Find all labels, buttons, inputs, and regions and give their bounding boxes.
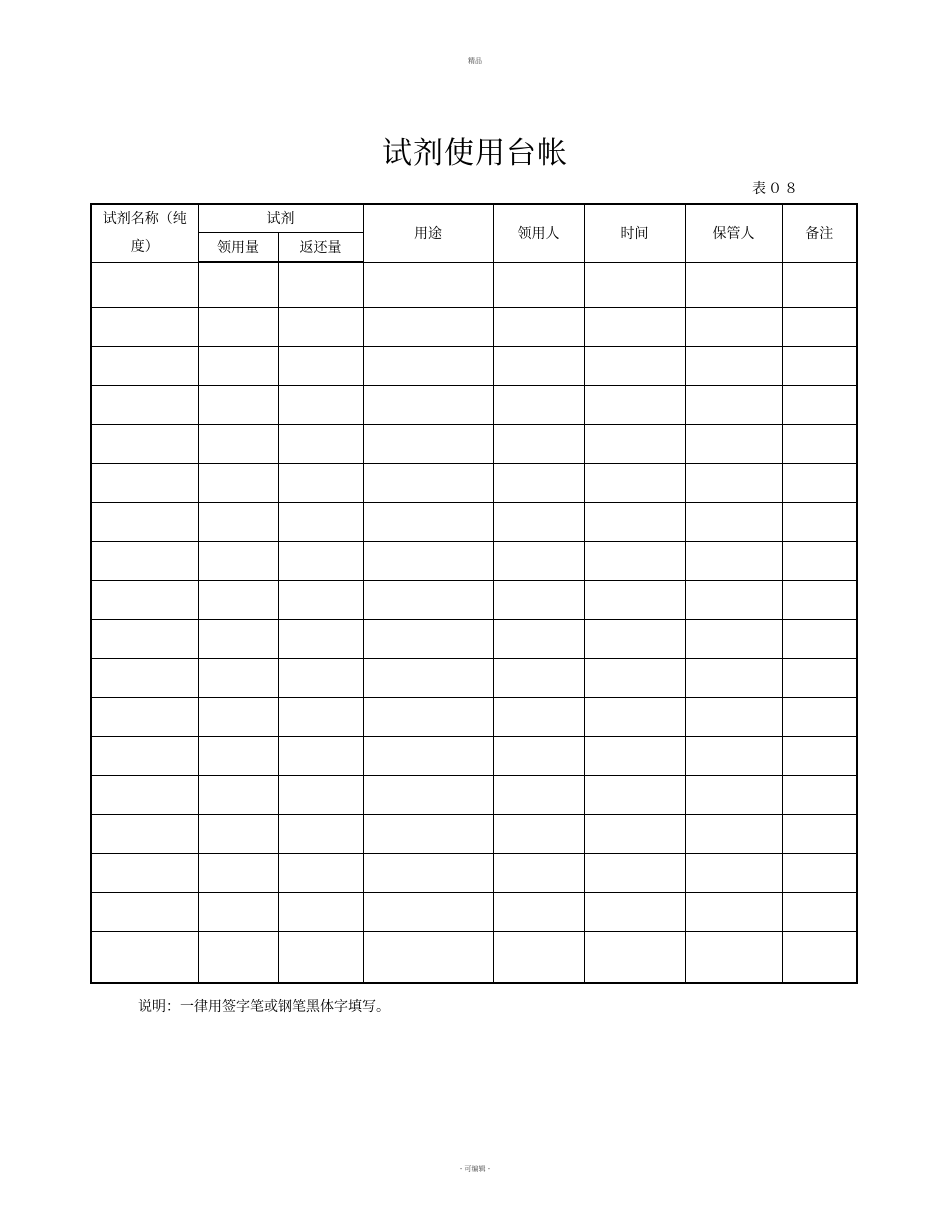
header-reagent-name bbox=[91, 204, 198, 262]
table-row bbox=[91, 503, 857, 542]
cell-keeper[interactable] bbox=[685, 932, 782, 984]
cell-time[interactable] bbox=[584, 737, 685, 776]
reagent-ledger-table bbox=[90, 203, 858, 984]
cell-remarks[interactable] bbox=[782, 308, 857, 347]
cell-returned-amount[interactable] bbox=[278, 893, 363, 932]
cell-time[interactable] bbox=[584, 308, 685, 347]
cell-returned-amount[interactable] bbox=[278, 308, 363, 347]
cell-received-amount[interactable] bbox=[198, 503, 278, 542]
cell-recipient[interactable] bbox=[493, 542, 584, 581]
cell-returned-amount[interactable] bbox=[278, 737, 363, 776]
table-row bbox=[91, 542, 857, 581]
cell-recipient[interactable] bbox=[493, 425, 584, 464]
cell-time[interactable] bbox=[584, 386, 685, 425]
header-reagent-name-line1: 试剂名称（纯 bbox=[102, 211, 187, 228]
cell-received-amount[interactable] bbox=[198, 308, 278, 347]
cell-received-amount[interactable] bbox=[198, 262, 278, 308]
table-row bbox=[91, 776, 857, 815]
cell-returned-amount[interactable] bbox=[278, 776, 363, 815]
cell-returned-amount[interactable] bbox=[278, 854, 363, 893]
cell-returned-amount[interactable] bbox=[278, 620, 363, 659]
header-purpose: 用途 bbox=[363, 204, 493, 262]
cell-purpose[interactable] bbox=[363, 542, 493, 581]
header-remarks: 备注 bbox=[782, 204, 857, 262]
cell-reagent-name[interactable] bbox=[91, 581, 198, 620]
cell-received-amount[interactable] bbox=[198, 425, 278, 464]
cell-purpose[interactable] bbox=[363, 893, 493, 932]
header-returned-amount: 返还量 bbox=[278, 232, 363, 262]
cell-remarks[interactable] bbox=[782, 262, 857, 308]
cell-recipient[interactable] bbox=[493, 815, 584, 854]
cell-purpose[interactable] bbox=[363, 503, 493, 542]
cell-time[interactable] bbox=[584, 815, 685, 854]
cell-reagent-name[interactable] bbox=[91, 659, 198, 698]
cell-received-amount[interactable] bbox=[198, 464, 278, 503]
cell-reagent-name[interactable] bbox=[91, 932, 198, 984]
cell-reagent-name[interactable] bbox=[91, 262, 198, 308]
cell-returned-amount[interactable] bbox=[278, 425, 363, 464]
cell-returned-amount[interactable] bbox=[278, 347, 363, 386]
cell-keeper[interactable] bbox=[685, 620, 782, 659]
cell-remarks[interactable] bbox=[782, 542, 857, 581]
cell-remarks[interactable] bbox=[782, 347, 857, 386]
table-row bbox=[91, 698, 857, 737]
cell-received-amount[interactable] bbox=[198, 542, 278, 581]
cell-recipient[interactable] bbox=[493, 620, 584, 659]
cell-returned-amount[interactable] bbox=[278, 815, 363, 854]
cell-purpose[interactable] bbox=[363, 854, 493, 893]
cell-keeper[interactable] bbox=[685, 659, 782, 698]
table-row bbox=[91, 737, 857, 776]
cell-returned-amount[interactable] bbox=[278, 932, 363, 984]
cell-time[interactable] bbox=[584, 464, 685, 503]
cell-returned-amount[interactable] bbox=[278, 503, 363, 542]
cell-reagent-name[interactable] bbox=[91, 893, 198, 932]
cell-keeper[interactable] bbox=[685, 464, 782, 503]
cell-recipient[interactable] bbox=[493, 893, 584, 932]
cell-remarks[interactable] bbox=[782, 932, 857, 984]
table-row bbox=[91, 425, 857, 464]
footer-mark: - 可编辑 - bbox=[459, 1165, 491, 1173]
cell-keeper[interactable] bbox=[685, 893, 782, 932]
cell-time[interactable] bbox=[584, 347, 685, 386]
ledger-body bbox=[91, 262, 857, 983]
cell-reagent-name[interactable] bbox=[91, 347, 198, 386]
cell-recipient[interactable] bbox=[493, 659, 584, 698]
table-row bbox=[91, 464, 857, 503]
table-row bbox=[91, 815, 857, 854]
cell-received-amount[interactable] bbox=[198, 737, 278, 776]
cell-recipient[interactable] bbox=[493, 464, 584, 503]
cell-remarks[interactable] bbox=[782, 698, 857, 737]
cell-keeper[interactable] bbox=[685, 386, 782, 425]
cell-time[interactable] bbox=[584, 262, 685, 308]
cell-remarks[interactable] bbox=[782, 659, 857, 698]
cell-remarks[interactable] bbox=[782, 425, 857, 464]
cell-keeper[interactable] bbox=[685, 347, 782, 386]
header-received-amount: 领用量 bbox=[198, 232, 278, 262]
cell-purpose[interactable] bbox=[363, 386, 493, 425]
cell-received-amount[interactable] bbox=[198, 932, 278, 984]
cell-time[interactable] bbox=[584, 893, 685, 932]
cell-purpose[interactable] bbox=[363, 347, 493, 386]
cell-time[interactable] bbox=[584, 425, 685, 464]
cell-purpose[interactable] bbox=[363, 308, 493, 347]
cell-keeper[interactable] bbox=[685, 854, 782, 893]
cell-recipient[interactable] bbox=[493, 932, 584, 984]
cell-reagent-name[interactable] bbox=[91, 308, 198, 347]
cell-time[interactable] bbox=[584, 542, 685, 581]
cell-received-amount[interactable] bbox=[198, 893, 278, 932]
cell-reagent-name[interactable] bbox=[91, 737, 198, 776]
table-row bbox=[91, 893, 857, 932]
cell-keeper[interactable] bbox=[685, 542, 782, 581]
cell-returned-amount[interactable] bbox=[278, 542, 363, 581]
cell-recipient[interactable] bbox=[493, 581, 584, 620]
cell-recipient[interactable] bbox=[493, 698, 584, 737]
cell-reagent-name[interactable] bbox=[91, 854, 198, 893]
cell-time[interactable] bbox=[584, 932, 685, 984]
cell-purpose[interactable] bbox=[363, 776, 493, 815]
cell-keeper[interactable] bbox=[685, 737, 782, 776]
cell-time[interactable] bbox=[584, 659, 685, 698]
cell-remarks[interactable] bbox=[782, 854, 857, 893]
cell-purpose[interactable] bbox=[363, 659, 493, 698]
cell-reagent-name[interactable] bbox=[91, 815, 198, 854]
cell-remarks[interactable] bbox=[782, 464, 857, 503]
page-title: 试剂使用台帐 bbox=[382, 136, 568, 171]
cell-returned-amount[interactable] bbox=[278, 464, 363, 503]
header-recipient: 领用人 bbox=[493, 204, 584, 262]
cell-returned-amount[interactable] bbox=[278, 386, 363, 425]
table-row bbox=[91, 854, 857, 893]
cell-remarks[interactable] bbox=[782, 503, 857, 542]
cell-purpose[interactable] bbox=[363, 815, 493, 854]
cell-received-amount[interactable] bbox=[198, 386, 278, 425]
cell-remarks[interactable] bbox=[782, 581, 857, 620]
cell-purpose[interactable] bbox=[363, 581, 493, 620]
cell-recipient[interactable] bbox=[493, 347, 584, 386]
table-row bbox=[91, 347, 857, 386]
cell-received-amount[interactable] bbox=[198, 347, 278, 386]
cell-reagent-name[interactable] bbox=[91, 503, 198, 542]
cell-purpose[interactable] bbox=[363, 262, 493, 308]
cell-remarks[interactable] bbox=[782, 620, 857, 659]
cell-purpose[interactable] bbox=[363, 698, 493, 737]
cell-received-amount[interactable] bbox=[198, 815, 278, 854]
cell-reagent-name[interactable] bbox=[91, 620, 198, 659]
cell-keeper[interactable] bbox=[685, 425, 782, 464]
cell-purpose[interactable] bbox=[363, 464, 493, 503]
cell-recipient[interactable] bbox=[493, 308, 584, 347]
cell-received-amount[interactable] bbox=[198, 698, 278, 737]
cell-reagent-name[interactable] bbox=[91, 386, 198, 425]
cell-recipient[interactable] bbox=[493, 386, 584, 425]
cell-purpose[interactable] bbox=[363, 737, 493, 776]
header-reagent-group: 试剂 bbox=[198, 204, 363, 232]
cell-received-amount[interactable] bbox=[198, 854, 278, 893]
cell-time[interactable] bbox=[584, 776, 685, 815]
cell-returned-amount[interactable] bbox=[278, 581, 363, 620]
cell-purpose[interactable] bbox=[363, 425, 493, 464]
form-number: 表０８ bbox=[752, 181, 800, 197]
cell-returned-amount[interactable] bbox=[278, 659, 363, 698]
cell-keeper[interactable] bbox=[685, 815, 782, 854]
cell-keeper[interactable] bbox=[685, 308, 782, 347]
table-row bbox=[91, 620, 857, 659]
table-row bbox=[91, 932, 857, 984]
cell-remarks[interactable] bbox=[782, 893, 857, 932]
cell-keeper[interactable] bbox=[685, 581, 782, 620]
cell-time[interactable] bbox=[584, 698, 685, 737]
cell-purpose[interactable] bbox=[363, 620, 493, 659]
cell-received-amount[interactable] bbox=[198, 620, 278, 659]
cell-received-amount[interactable] bbox=[198, 581, 278, 620]
cell-remarks[interactable] bbox=[782, 386, 857, 425]
cell-remarks[interactable] bbox=[782, 737, 857, 776]
table-row bbox=[91, 386, 857, 425]
cell-keeper[interactable] bbox=[685, 503, 782, 542]
cell-remarks[interactable] bbox=[782, 776, 857, 815]
header-keeper: 保管人 bbox=[685, 204, 782, 262]
table-row bbox=[91, 581, 857, 620]
cell-reagent-name[interactable] bbox=[91, 542, 198, 581]
cell-reagent-name[interactable] bbox=[91, 425, 198, 464]
cell-time[interactable] bbox=[584, 503, 685, 542]
header-mark: 精品 bbox=[468, 57, 482, 65]
cell-recipient[interactable] bbox=[493, 854, 584, 893]
cell-returned-amount[interactable] bbox=[278, 698, 363, 737]
header-time: 时间 bbox=[584, 204, 685, 262]
cell-keeper[interactable] bbox=[685, 262, 782, 308]
instructions-note: 说明：一律用签字笔或钢笔黑体字填写。 bbox=[138, 999, 390, 1015]
cell-time[interactable] bbox=[584, 854, 685, 893]
cell-reagent-name[interactable] bbox=[91, 464, 198, 503]
cell-time[interactable] bbox=[584, 620, 685, 659]
cell-recipient[interactable] bbox=[493, 737, 584, 776]
cell-keeper[interactable] bbox=[685, 776, 782, 815]
cell-time[interactable] bbox=[584, 581, 685, 620]
header-reagent-name-line2: 度） bbox=[130, 239, 159, 256]
cell-recipient[interactable] bbox=[493, 503, 584, 542]
cell-reagent-name[interactable] bbox=[91, 776, 198, 815]
table-row bbox=[91, 262, 857, 308]
table-row bbox=[91, 308, 857, 347]
cell-remarks[interactable] bbox=[782, 815, 857, 854]
cell-returned-amount[interactable] bbox=[278, 262, 363, 308]
cell-purpose[interactable] bbox=[363, 932, 493, 984]
cell-keeper[interactable] bbox=[685, 698, 782, 737]
table-row bbox=[91, 659, 857, 698]
cell-reagent-name[interactable] bbox=[91, 698, 198, 737]
cell-recipient[interactable] bbox=[493, 776, 584, 815]
cell-received-amount[interactable] bbox=[198, 659, 278, 698]
cell-recipient[interactable] bbox=[493, 262, 584, 308]
cell-received-amount[interactable] bbox=[198, 776, 278, 815]
